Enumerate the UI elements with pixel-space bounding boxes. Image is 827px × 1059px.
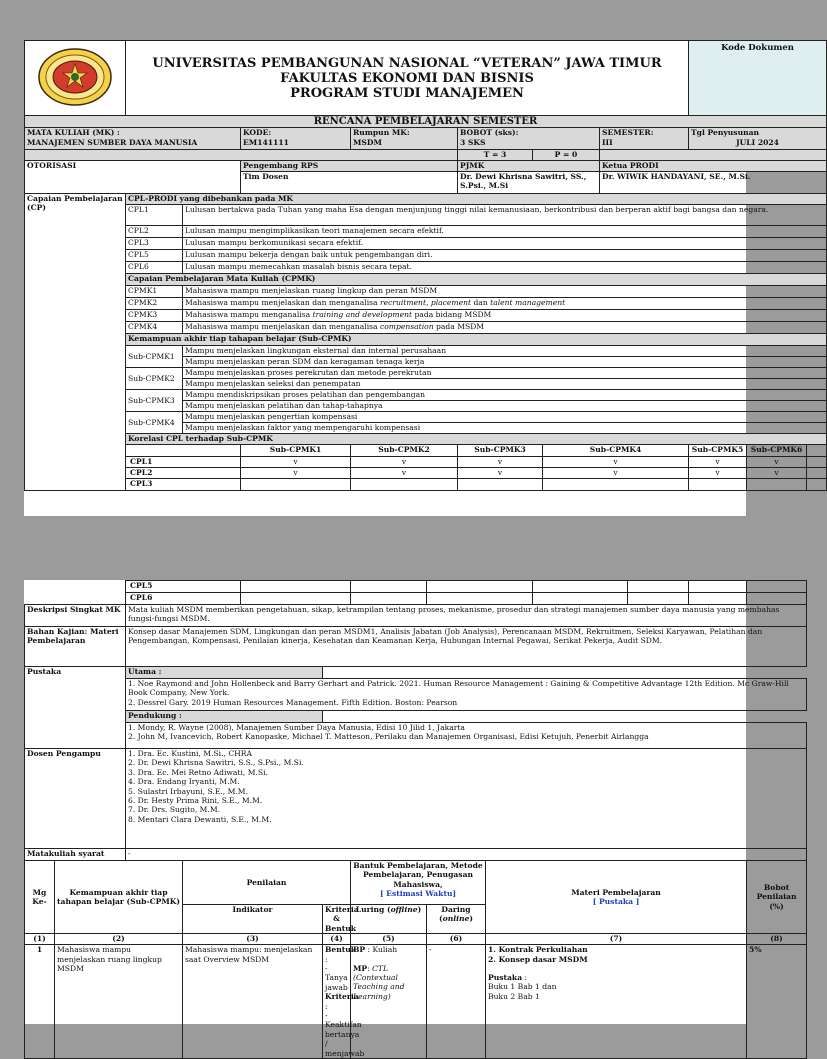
pustaka-item: Buku 2 Bab 1	[488, 991, 540, 1001]
bobot-cell	[458, 128, 600, 150]
korelasi-col-header: Sub-CPMK4	[543, 444, 689, 456]
deskripsi-value: Mata kuliah MSDM memberikan pengetahuan, sikap, ketrampilan tentang proses, mekanisme, prosedur dan strategi manajemen sumber daya manusia yang membahas fungsi-fungsi MSDM.	[126, 605, 807, 627]
mk-label: MATA KULIAH (MK) :	[27, 128, 120, 138]
pjmk-value: Dr. Dewi Khrisna Sawitri, SS., S.Psi., M.Si	[458, 171, 600, 193]
faculty-name: FAKULTAS EKONOMI DAN BISNIS	[280, 70, 534, 86]
sub-cpmk-header: Kemampuan akhir tiap tahapan belajar (Sub-CPMK)	[126, 333, 827, 345]
dosen-list	[126, 749, 807, 849]
bentuk-line	[325, 945, 357, 964]
korelasi-mark	[241, 478, 351, 490]
cpmk-code: CPMK2	[126, 297, 183, 309]
plan-head-luring	[351, 905, 427, 934]
sub-cpmk-text: Mampu menjelaskan lingkungan eksternal dan internal perusahaan	[183, 345, 827, 356]
korelasi-cell	[747, 581, 807, 593]
capaian-label: Capaian Pembelajaran (CP)	[25, 193, 126, 490]
rps-main-table	[24, 40, 827, 491]
bentuk-item: -Tanya jawab	[325, 964, 348, 992]
korelasi-col-header: Sub-CPMK2	[351, 444, 458, 456]
t-value: T = 3	[458, 150, 533, 160]
cpl-code: CPL2	[126, 225, 183, 237]
plan-row-kemampuan: Mahasiswa mampu menjelaskan ruang lingkup MSDM	[55, 945, 183, 1059]
sub-cpmk-code: Sub-CPMK1	[126, 345, 183, 367]
luring-text: Luring (	[355, 905, 391, 914]
korelasi-mark	[543, 478, 689, 490]
utama-list	[126, 679, 807, 711]
rumpun-label: Rumpun MK:	[353, 128, 410, 138]
semester-label: SEMESTER:	[602, 128, 654, 138]
dosen-item: 5. Sulastri Irbayuni, S.E., M.M.	[128, 786, 248, 796]
pustaka-label: Pustaka	[25, 667, 126, 749]
korelasi-cell	[533, 593, 628, 605]
plan-head-estimasi: [ Estimasi Waktu]	[379, 889, 457, 899]
cpmk-text-part: Mahasiswa mampu menjelaskan dan menganalisa	[185, 321, 380, 331]
plan-head-pustaka: [ Pustaka ]	[592, 897, 640, 907]
plan-num: (3)	[183, 934, 323, 945]
dosen-label: Dosen Pengampu	[25, 749, 126, 849]
korelasi-col-header: Sub-CPMK3	[458, 444, 543, 456]
program-name: PROGRAM STUDI MANAJEMEN	[290, 85, 524, 101]
plan-num: (6)	[427, 934, 486, 945]
materi-item: 1. Kontrak Perkuliahan	[488, 945, 588, 955]
cpmk-text	[183, 285, 827, 297]
cpmk-code: CPMK4	[126, 321, 183, 333]
cpmk-code: CPMK3	[126, 309, 183, 321]
cpmk-text	[183, 321, 827, 333]
utama-item: 1. Noe Raymond and John Hollenbeck and Barry Gerhart and Patrick. 2021. Human Resource Management : Gaining & Competitive Advantage 12th Edition. Mc Graw-Hill Book Company, New York.	[128, 679, 789, 698]
p-value: P = 0	[533, 150, 600, 160]
document-page-1	[24, 40, 803, 516]
korelasi-mark: v	[241, 467, 351, 478]
bentuk-label: Bentuk	[325, 945, 357, 955]
korelasi-cell	[689, 593, 747, 605]
pendukung-item: 2. John M, Ivancevich, Robert Kanopaske, Michael T. Matteson, Perilaku dan Manajemen Organisasi, Edisi Ketujuh, Penerbit Airlangga	[128, 732, 649, 742]
korelasi-cell	[427, 581, 533, 593]
korelasi-col-header: Sub-CPMK5	[689, 444, 747, 456]
plan-row-indikator: Mahasiswa mampu: menjelaskan saat Overview MSDM	[183, 945, 323, 1059]
pendukung-label: Pendukung :	[126, 711, 323, 723]
korelasi-row-code: CPL3	[126, 478, 241, 490]
mp-value: CTL	[372, 963, 389, 973]
korelasi-cell	[241, 581, 351, 593]
korelasi-cell	[351, 593, 427, 605]
pustaka-sep: :	[522, 973, 528, 983]
cpmk-text-italic: training and development	[312, 309, 413, 319]
plan-head-indikator: Indikator	[183, 905, 323, 934]
cpmk-text-part: Mahasiswa mampu menganalisa	[185, 309, 313, 319]
otorisasi-label: OTORISASI	[25, 160, 241, 193]
plan-head-daring	[427, 905, 486, 934]
cpmk-text-italic: recruitment, placement	[379, 297, 472, 307]
plan-row-daring: -	[427, 945, 486, 1059]
mk-value: MANAJEMEN SUMBER DAYA MANUSIA	[27, 137, 198, 147]
plan-head-kriteria: Kriteria & Bentuk	[323, 905, 351, 934]
kriteria-value: :	[325, 1001, 328, 1011]
sub-cpmk-text: Mampu menjelaskan seleksi dan penempatan	[183, 378, 827, 389]
daring-text: Daring (	[439, 905, 471, 924]
korelasi-cell	[533, 581, 628, 593]
kode-value: EM141111	[243, 137, 289, 147]
kriteria-line	[325, 992, 359, 1011]
plan-head-bobot: Bobot Penilaian (%)	[747, 861, 807, 934]
syarat-label: Matakuliah syarat	[25, 849, 126, 861]
bp-value: : Kuliah	[365, 945, 398, 955]
korelasi-mark	[747, 478, 807, 490]
kaprodi-value: Dr. WIWIK HANDAYANI, SE., M.Si.	[600, 171, 827, 193]
plan-head-materi	[486, 861, 747, 934]
korelasi-blank	[807, 456, 827, 467]
cpl-text: Lulusan mampu mengimplikasikan teori manajemen secara efektif.	[183, 225, 827, 237]
bahan-kajian-label: Bahan Kajian: Materi Pembelajaran	[25, 627, 126, 667]
university-name: UNIVERSITAS PEMBANGUNAN NASIONAL “VETERAN” JAWA TIMUR	[152, 55, 662, 71]
logo-cell	[25, 41, 126, 116]
rps-continued-table	[24, 580, 807, 1059]
sub-cpmk-text: Mampu mendiskripsikan proses pelatihan dan pengembangan	[183, 389, 827, 400]
tgl-cell	[689, 128, 827, 150]
cpmk-header: Capaian Pembelajaran Mata Kuliah (CPMK)	[126, 273, 827, 285]
korelasi-mark: v	[458, 456, 543, 467]
bobot-value: 3 SKS	[460, 137, 486, 147]
plan-num: (4)	[323, 934, 351, 945]
korelasi-mark: v	[747, 467, 807, 478]
plan-row-bobot: 5%	[747, 945, 807, 1059]
course-blank	[25, 150, 458, 160]
korelasi-cell	[241, 593, 351, 605]
pendukung-item: 1. Mondy, R. Wayne (2008), Manajemen Sumber Daya Manusia, Edisi 10 Jilid 1, Jakarta	[128, 723, 465, 732]
rumpun-cell	[351, 128, 458, 150]
plan-head-bantuk-text: Bantuk Pembelajaran, Metode Pembelajaran, Penugasan Mahasiswa,	[353, 861, 483, 889]
cpmk-text-part: pada MSDM	[433, 321, 485, 331]
korelasi-mark: v	[689, 467, 747, 478]
korelasi-mark: v	[689, 456, 747, 467]
korelasi-mark: v	[543, 467, 689, 478]
cpmk-text-part: pada bidang MSDM	[412, 309, 492, 319]
luring-italic: offline	[390, 905, 418, 914]
korelasi-cell	[351, 581, 427, 593]
syarat-value: -	[126, 849, 807, 861]
kode-dokumen-label: Kode Dokumen	[689, 41, 827, 116]
sub-cpmk-text: Mampu menjelaskan pelatihan dan tahap-tahapnya	[183, 400, 827, 411]
cpmk-code: CPMK1	[126, 285, 183, 297]
korelasi-mark	[458, 478, 543, 490]
korelasi-cell	[747, 593, 807, 605]
korelasi-cell	[628, 593, 689, 605]
rps-title: RENCANA PEMBELAJARAN SEMESTER	[25, 116, 827, 128]
bp-line	[353, 945, 424, 954]
plan-head-penilaian: Penilaian	[183, 861, 351, 905]
sub-cpmk-code: Sub-CPMK2	[126, 367, 183, 389]
luring-text: )	[417, 905, 422, 914]
pustaka-inline-label: Pustaka	[488, 973, 523, 983]
korelasi-cell	[689, 581, 747, 593]
header-title-cell	[126, 41, 689, 116]
cpmk-text-part: Mahasiswa mampu menjelaskan dan menganalisa	[185, 297, 380, 307]
cpl-text: Lulusan mampu berkomunikasi secara efektif.	[183, 237, 827, 249]
tgl-label: Tgl Penyusunan	[691, 128, 760, 138]
deskripsi-label: Deskripsi Singkat MK	[25, 605, 126, 627]
kode-cell	[241, 128, 351, 150]
cpmk-text-italic: compensation	[379, 321, 434, 331]
spacer	[488, 964, 744, 973]
korelasi-col-header: Sub-CPMK6	[747, 444, 807, 456]
cpl-header: CPL-PRODI yang dibebankan pada MK	[126, 193, 827, 204]
utama-label: Utama :	[126, 667, 323, 679]
course-blank-2	[600, 150, 827, 160]
sub-cpmk-text: Mampu menjelaskan pengertian kompensasi	[183, 411, 827, 422]
document-page-2	[24, 580, 797, 1058]
sub-cpmk-code: Sub-CPMK4	[126, 411, 183, 433]
bobot-label: BOBOT (sks):	[460, 128, 519, 138]
pengembang-label: Pengembang RPS	[241, 160, 458, 171]
mp-label: MP	[353, 963, 368, 973]
korelasi-blank	[807, 444, 827, 456]
utama-item: 2. Dessrel Gary. 2019 Human Resources Management. Fifth Edition. Boston: Pearson	[128, 697, 458, 707]
rumpun-value: MSDM	[353, 137, 382, 147]
pendukung-list	[126, 723, 807, 749]
daring-text: )	[469, 914, 473, 924]
university-logo-icon	[36, 47, 114, 107]
plan-row-materi	[486, 945, 747, 1059]
cpl-text: Lulusan mampu memecahkan masalah bisnis secara tepat.	[183, 261, 827, 273]
dosen-item: 8. Mentari Clara Dewanti, S.E., M.M.	[128, 814, 272, 824]
kriteria-label: Kriteria	[325, 992, 359, 1002]
plan-num: (1)	[25, 934, 55, 945]
cpmk-text-part: dan	[471, 297, 491, 307]
plan-num: (5)	[351, 934, 427, 945]
korelasi-corner	[126, 444, 241, 456]
dosen-item: 1. Dra. Ec. Kustini, M.Si., CHRA	[128, 749, 252, 758]
plan-head-kemampuan: Kemampuan akhir tiap tahapan belajar (Sub-CPMK)	[55, 861, 183, 934]
korelasi-header: Korelasi CPL terhadap Sub-CPMK	[126, 433, 827, 444]
pustaka-blank	[323, 711, 807, 723]
korelasi-mark	[351, 478, 458, 490]
korelasi-mark: v	[458, 467, 543, 478]
plan-head-mg: Mg Ke-	[25, 861, 55, 934]
pjmk-label: PJMK	[458, 160, 600, 171]
daring-italic: online	[442, 914, 470, 924]
korelasi-mark	[689, 478, 747, 490]
spacer	[353, 955, 424, 964]
korelasi-cont-blank	[25, 593, 126, 605]
sub-cpmk-text: Mampu menjelaskan proses perekrutan dan metode perekrutan	[183, 367, 827, 378]
mp-desc: (Contextual Teaching and Learning)	[353, 973, 405, 1001]
dosen-item: 7. Dr. Drs. Sugito, M.M.	[128, 805, 221, 815]
korelasi-col-header: Sub-CPMK1	[241, 444, 351, 456]
plan-row-mg: 1	[25, 945, 55, 1059]
kode-label: KODE:	[243, 128, 272, 138]
kaprodi-label: Ketua PRODI	[600, 160, 827, 171]
pengembang-value: Tim Dosen	[241, 171, 458, 193]
cpl-text: Lulusan bertakwa pada Tuhan yang maha Esa dengan menjunjung tinggi nilai kemanusiaan, berkontribusi dan berperan aktif bagi bangsa dan negara.	[183, 204, 827, 225]
cpmk-text-part: Mahasiswa mampu menjelaskan ruang lingkup dan peran MSDM	[185, 285, 438, 295]
tgl-value: JULI 2024	[736, 137, 779, 147]
korelasi-mark: v	[351, 456, 458, 467]
korelasi-cell	[427, 593, 533, 605]
sub-cpmk-text: Mampu menjelaskan faktor yang mempengaruhi kompensasi	[183, 422, 827, 433]
korelasi-row-code: CPL6	[126, 593, 241, 605]
cpl-code: CPL3	[126, 237, 183, 249]
cpl-code: CPL1	[126, 204, 183, 225]
semester-value: III	[602, 137, 613, 147]
korelasi-row-code: CPL1	[126, 456, 241, 467]
materi-item: 2. Konsep dasar MSDM	[488, 954, 588, 964]
sub-cpmk-code: Sub-CPMK3	[126, 389, 183, 411]
korelasi-mark: v	[241, 456, 351, 467]
cpmk-text-italic: talent management	[490, 297, 566, 307]
korelasi-row-code: CPL5	[126, 581, 241, 593]
plan-head-bantuk	[351, 861, 486, 905]
plan-num: (7)	[486, 934, 747, 945]
korelasi-blank	[807, 467, 827, 478]
bp-label: BP	[353, 945, 366, 955]
cpl-code: CPL5	[126, 249, 183, 261]
semester-cell	[600, 128, 689, 150]
dosen-item: 4. Dra. Endang Iryanti, M.M.	[128, 777, 240, 787]
cpmk-text	[183, 297, 827, 309]
plan-num: (2)	[55, 934, 183, 945]
mp-sep: :	[367, 963, 373, 973]
plan-head-materi-text: Materi Pembelajaran	[571, 887, 661, 897]
dosen-item: 6. Dr. Hesty Prima Rini, S.E., M.M.	[128, 796, 263, 806]
korelasi-mark: v	[543, 456, 689, 467]
korelasi-row-code: CPL2	[126, 467, 241, 478]
dosen-item: 3. Dra. Ec. Mei Retno Adiwati, M.Si.	[128, 767, 268, 777]
korelasi-blank	[807, 478, 827, 490]
korelasi-mark: v	[747, 456, 807, 467]
kriteria-item: -Keaktifan bertanya / menjawab	[325, 1011, 365, 1058]
pustaka-item: Buku 1 Bab 1 dan	[488, 982, 557, 992]
cpl-code: CPL6	[126, 261, 183, 273]
cpl-text: Lulusan mampu bekerja dengan baik untuk pengembangan diri.	[183, 249, 827, 261]
mp-line	[353, 964, 424, 973]
mk-cell	[25, 128, 241, 150]
pustaka-line	[488, 973, 744, 982]
korelasi-cont-blank	[25, 581, 126, 593]
bahan-kajian-value: Konsep dasar Manajemen SDM, Lingkungan dan peran MSDM1, Analisis Jabatan (Job Analysis), Perencanaan MSDM, Rekruitmen, Seleksi Karyawan, Pelatihan dan Pengembangan, Kompensasi, Penilaian kinerja, Kesehatan dan Keamanan Kerja, Hubungan Internal Pegawai, Serikat Pekerja, Audit SDM.	[126, 627, 807, 667]
plan-row-luring	[351, 945, 427, 1059]
korelasi-cell	[628, 581, 689, 593]
cpmk-text	[183, 309, 827, 321]
korelasi-mark: v	[351, 467, 458, 478]
dosen-item: 2. Dr. Dewi Khrisna Sawitri, S.S., S.Psi., M.Si.	[128, 758, 304, 768]
pustaka-blank	[323, 667, 807, 679]
sub-cpmk-text: Mampu menjelaskan peran SDM dan keragaman tenaga kerja	[183, 356, 827, 367]
bentuk-value: :	[325, 954, 328, 964]
plan-num: (8)	[747, 934, 807, 945]
